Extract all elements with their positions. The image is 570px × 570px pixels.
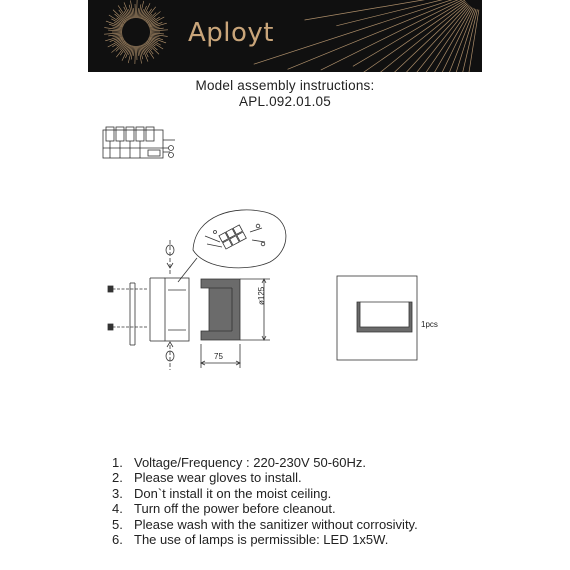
list-item: 3. Don`t install it on the moist ceiling. — [112, 485, 332, 501]
brand-name: Aployt — [188, 18, 275, 48]
model-number: APL.092.01.05 — [239, 94, 331, 109]
list-item: 2. Please wear gloves to install. — [112, 470, 302, 486]
doc-title: Model assembly instructions: — [195, 78, 375, 93]
dimension-width-label: 75 — [214, 352, 223, 361]
list-item: 1. Voltage/Frequency : 220-230V 50-60Hz. — [112, 455, 366, 470]
instructions-list — [112, 455, 418, 547]
list-item: 4. Turn off the power before cleanout. — [112, 501, 336, 517]
screw-bottom — [108, 324, 148, 330]
package-qty-label: 1pcs — [421, 320, 438, 329]
wiring-detail-bubble — [178, 210, 286, 282]
screw-top — [108, 286, 148, 292]
list-item: 6. The use of lamps is permissible: LED 1x5W. — [112, 532, 389, 548]
dimension-height-label: ø125 — [257, 286, 266, 305]
package-contents — [337, 276, 417, 360]
list-item: 5. Please wash with the sanitizer without corrosivity. — [112, 516, 418, 532]
wall-mount-side-view — [108, 240, 189, 370]
wiring-diagram — [103, 127, 175, 158]
